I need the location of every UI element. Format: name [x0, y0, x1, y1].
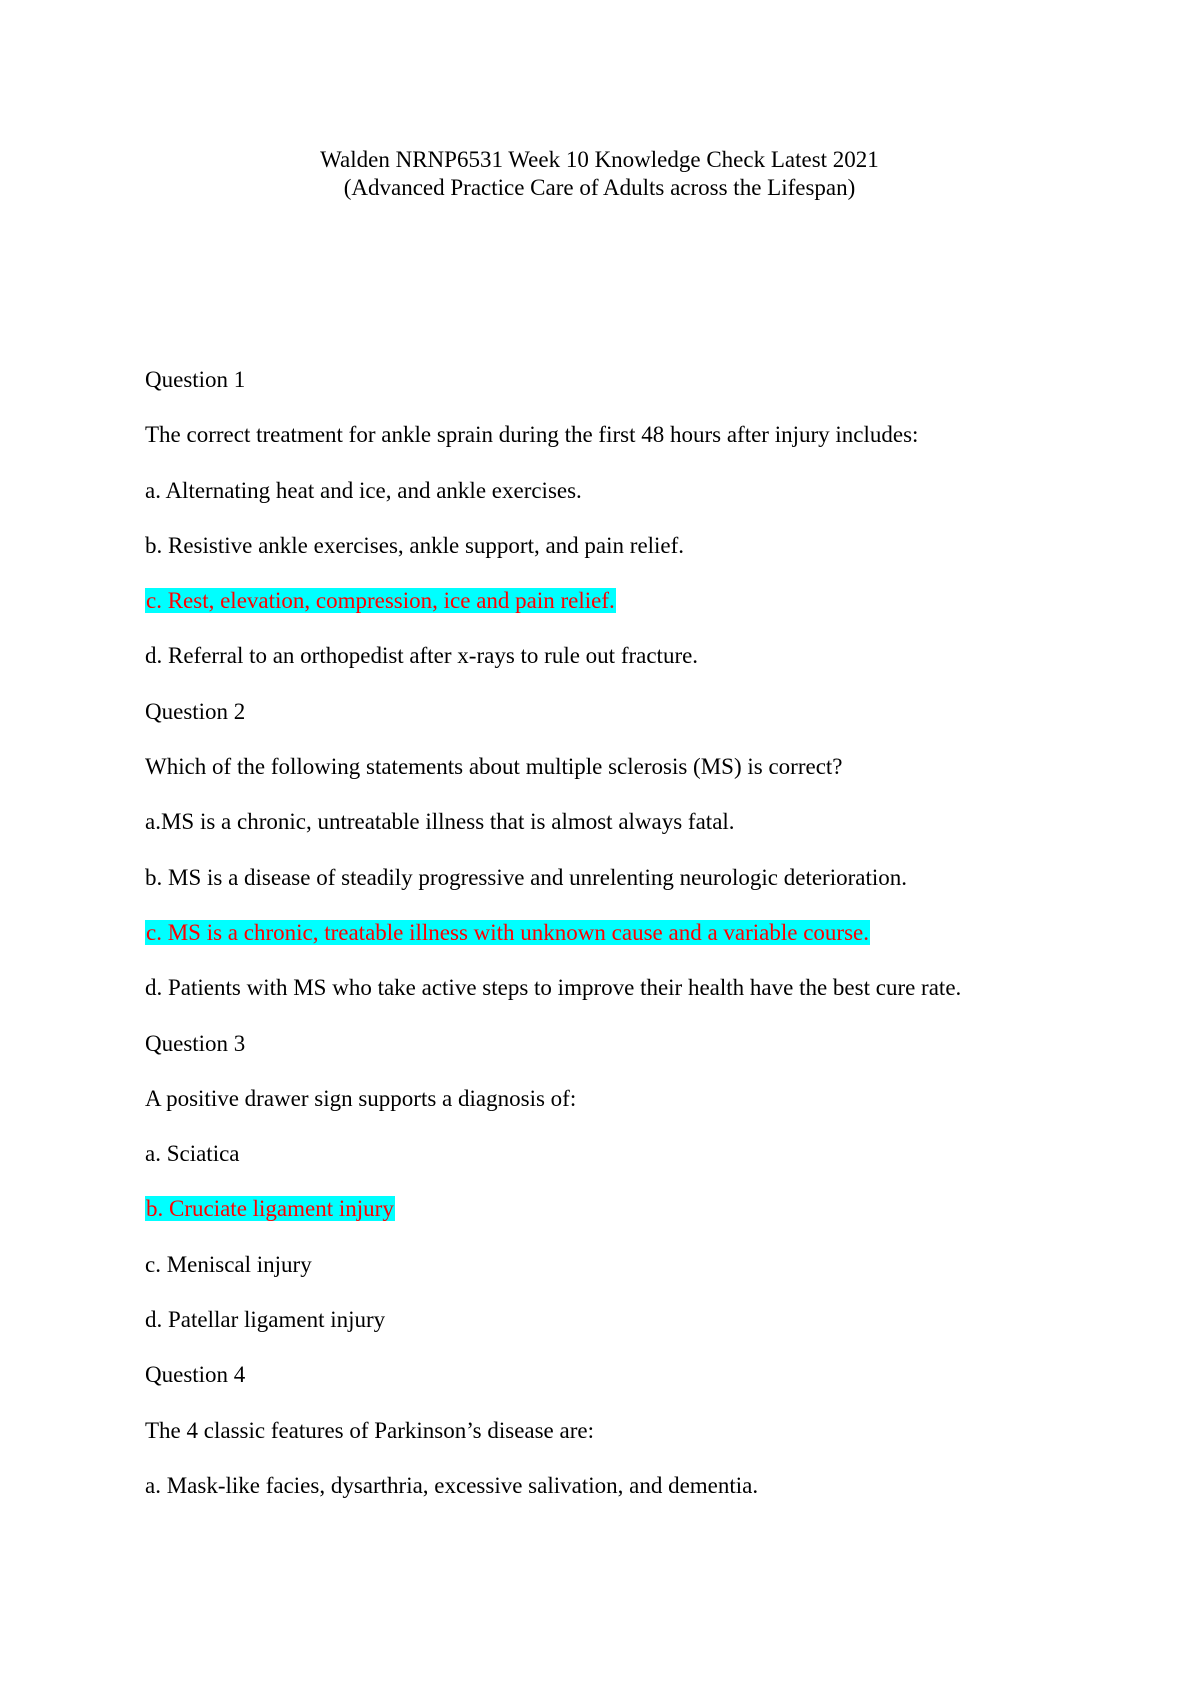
question-heading: Question 1	[145, 367, 246, 392]
answer-option-text: d. Referral to an orthopedist after x-rays to rule out fracture.	[145, 643, 699, 669]
answer-option-text: a. Sciatica	[145, 1141, 240, 1167]
answer-option-text: d. Patients with MS who take active steps to improve their health have the best cure rate.	[145, 975, 962, 1001]
answer-option-highlighted	[145, 919, 1105, 947]
question-heading: Question 4	[145, 1362, 246, 1388]
answer-option	[145, 1306, 1105, 1334]
title-line-2: (Advanced Practice Care of Adults across the Lifespan)	[343, 175, 856, 200]
answer-option-text: c. Meniscal injury	[145, 1251, 312, 1277]
answer-option	[145, 974, 1105, 1002]
question-prompt: Which of the following statements about multiple sclerosis (MS) is correct?	[145, 754, 843, 780]
highlighted-answer-text: b. Cruciate ligament injury	[146, 1196, 394, 1222]
answer-option-text: d. Patellar ligament injury	[145, 1307, 386, 1333]
question-heading: Question 3	[145, 1030, 246, 1056]
answer-option	[145, 477, 1105, 505]
question-prompt: The correct treatment for ankle sprain during the first 48 hours after injury includes:	[145, 422, 919, 448]
answer-option-highlighted	[145, 587, 1105, 615]
question-prompt: The 4 classic features of Parkinson’s disease are:	[145, 1417, 594, 1443]
answer-option	[145, 642, 1105, 670]
answer-option-text: a.MS is a chronic, untreatable illness that is almost always fatal.	[145, 809, 735, 835]
question-heading: Question 2	[145, 698, 246, 724]
answer-option	[145, 864, 1105, 892]
answer-option	[145, 1472, 1105, 1500]
answer-option	[145, 808, 1105, 836]
answer-option-highlighted	[145, 1195, 1105, 1223]
answer-option	[145, 532, 1105, 560]
answer-option	[145, 1140, 1105, 1168]
title-line-1: Walden NRNP6531 Week 10 Knowledge Check Latest 2021	[320, 147, 879, 172]
answer-option-text: b. Resistive ankle exercises, ankle support, and pain relief.	[145, 532, 685, 558]
answer-option	[145, 1251, 1105, 1279]
answer-option-text: a. Mask-like facies, dysarthria, excessive salivation, and dementia.	[145, 1472, 759, 1498]
document-title	[0, 146, 1191, 202]
highlighted-answer-text: c. Rest, elevation, compression, ice and pain relief.	[146, 588, 615, 614]
answer-option-text: a. Alternating heat and ice, and ankle exercises.	[145, 477, 582, 503]
question-prompt: A positive drawer sign supports a diagnosis of:	[145, 1085, 577, 1111]
highlighted-answer-text: c. MS is a chronic, treatable illness with unknown cause and a variable course.	[146, 919, 869, 945]
question-list	[145, 366, 1105, 1527]
answer-option-text: b. MS is a disease of steadily progressive and unrelenting neurologic deterioration.	[145, 864, 907, 890]
